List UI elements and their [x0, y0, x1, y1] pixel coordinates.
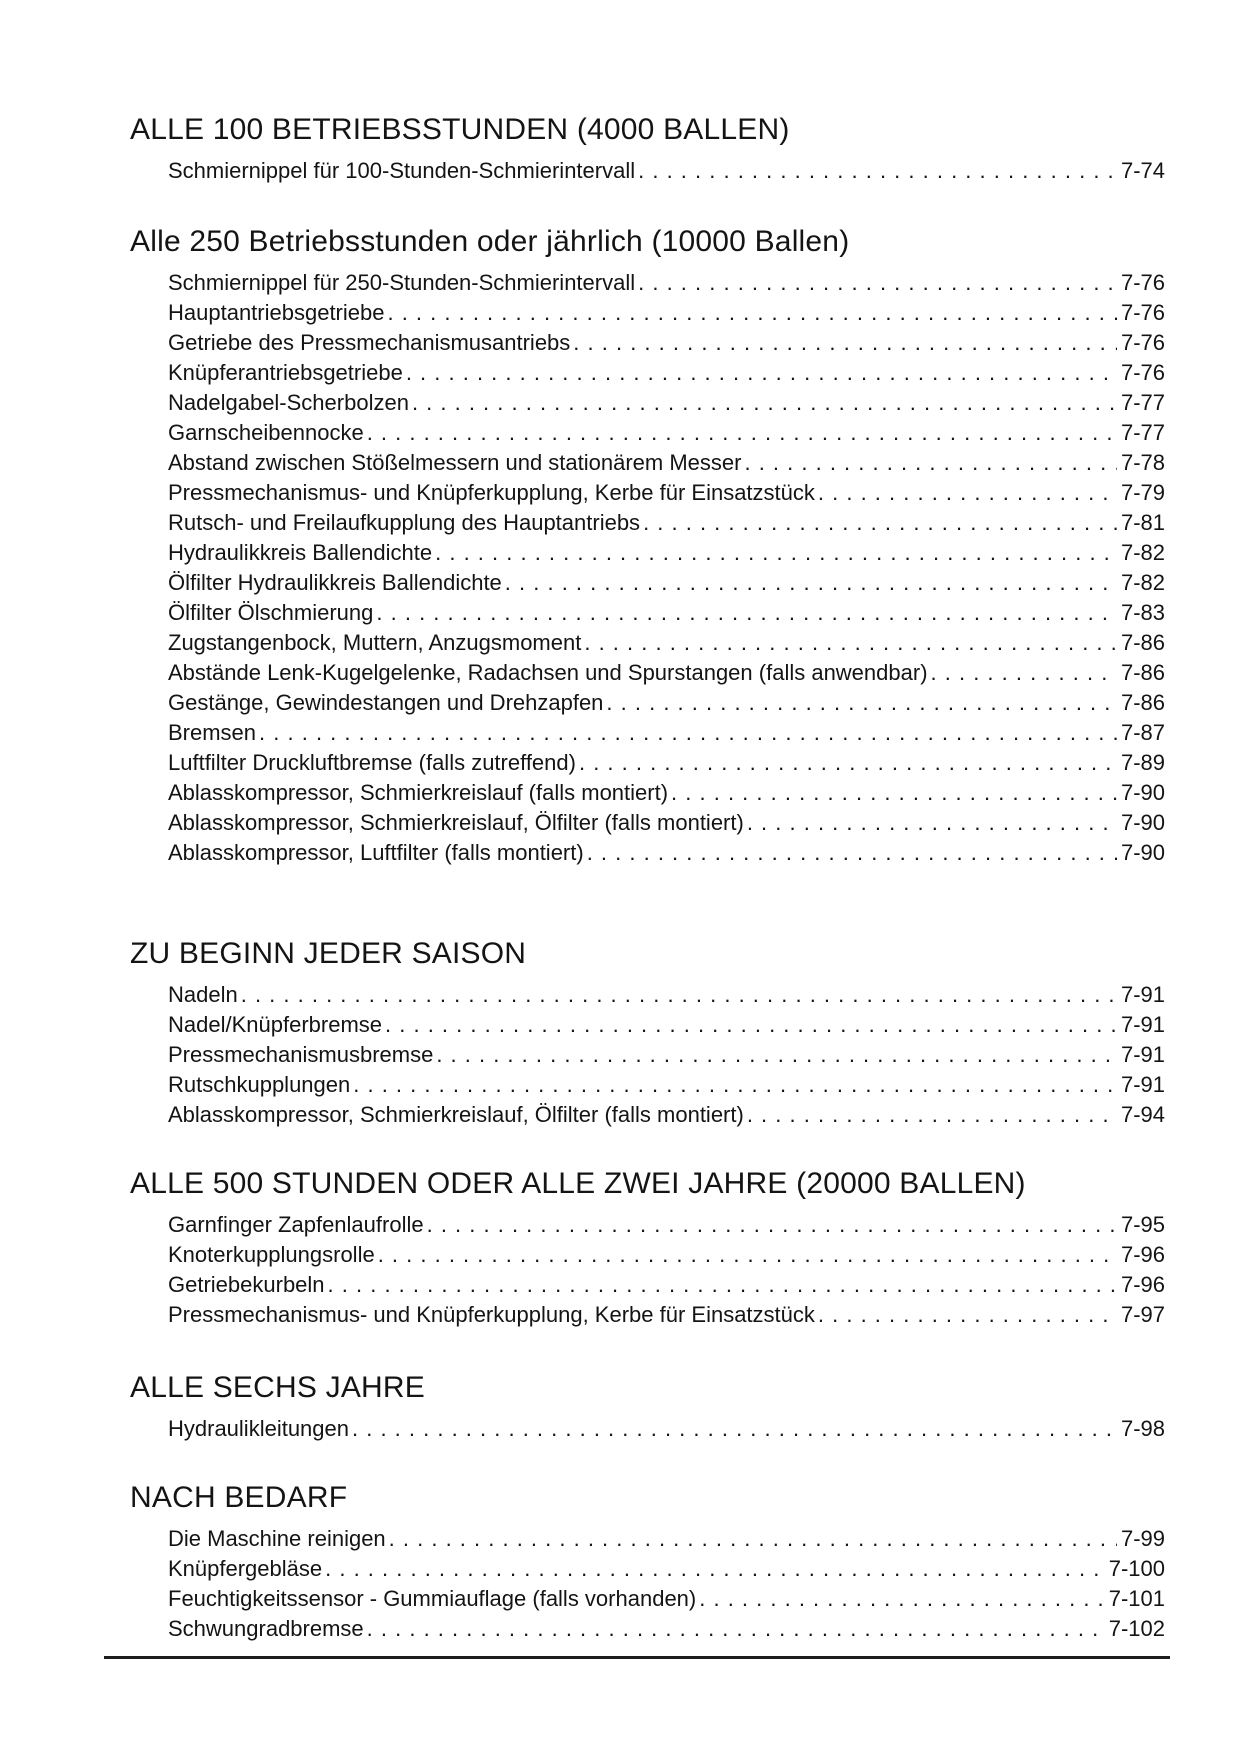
- dot-leader: [389, 1524, 1117, 1554]
- toc-entry-title: Rutschkupplungen: [168, 1072, 351, 1097]
- toc-entry-page-number: 7-86: [1120, 690, 1165, 715]
- toc-entry-row: [168, 358, 1165, 388]
- dot-leader: [505, 568, 1117, 598]
- toc-entry-row: [168, 718, 1165, 748]
- toc-entry-page-number: 7-89: [1120, 750, 1165, 775]
- dot-leader: [378, 1240, 1117, 1270]
- dot-leader: [367, 418, 1117, 448]
- dot-leader: [671, 778, 1117, 808]
- toc-entry-row: [168, 418, 1165, 448]
- toc-entry-row: [168, 688, 1165, 718]
- dot-leader: [699, 1584, 1104, 1614]
- dot-leader: [353, 1070, 1117, 1100]
- toc-entry-row: [168, 1300, 1165, 1330]
- toc-entry-row: [168, 328, 1165, 358]
- toc-entry-row: [168, 1100, 1165, 1130]
- toc-entry-page-number: 7-82: [1120, 540, 1165, 565]
- toc-entry-page-number: 7-91: [1120, 982, 1165, 1007]
- dot-leader: [584, 628, 1117, 658]
- toc-entry-page-number: 7-86: [1120, 630, 1165, 655]
- toc-entry-title: Bremsen: [168, 720, 257, 745]
- section-heading: ALLE SECHS JAHRE: [130, 1371, 425, 1404]
- dot-leader: [747, 808, 1117, 838]
- toc-entry-title: Rutsch- und Freilaufkupplung des Hauptantriebs: [168, 510, 641, 535]
- toc-entry-title: Luftfilter Druckluftbremse (falls zutreffend): [168, 750, 576, 775]
- toc-entry-page-number: 7-98: [1120, 1416, 1165, 1441]
- toc-entry-page-number: 7-99: [1120, 1526, 1165, 1551]
- toc-entry-page-number: 7-90: [1120, 780, 1165, 805]
- section-heading: ALLE 100 BETRIEBSSTUNDEN (4000 BALLEN): [130, 113, 790, 146]
- section-heading: ZU BEGINN JEDER SAISON: [130, 937, 527, 970]
- dot-leader: [818, 478, 1117, 508]
- toc-entry-title: Schwungradbremse: [168, 1616, 364, 1641]
- section-entries: [130, 1210, 1165, 1330]
- toc-entry-row: [168, 1070, 1165, 1100]
- dot-leader: [638, 156, 1117, 186]
- toc-entry-page-number: 7-76: [1120, 270, 1165, 295]
- dot-leader: [241, 980, 1117, 1010]
- dot-leader: [643, 508, 1117, 538]
- toc-entry-title: Garnfinger Zapfenlaufrolle: [168, 1212, 424, 1237]
- toc-entry-row: [168, 1040, 1165, 1070]
- toc-entry-page-number: 7-97: [1120, 1302, 1165, 1327]
- toc-entry-page-number: 7-76: [1120, 360, 1165, 385]
- toc-entry-row: [168, 1554, 1165, 1584]
- dot-leader: [412, 388, 1117, 418]
- toc-section: [130, 1480, 1165, 1644]
- toc-entry-row: [168, 598, 1165, 628]
- toc-entry-page-number: 7-79: [1120, 480, 1165, 505]
- toc-entry-title: Nadelgabel-Scherbolzen: [168, 390, 409, 415]
- toc-entry-page-number: 7-83: [1120, 600, 1165, 625]
- toc-entry-row: [168, 508, 1165, 538]
- toc-entry-row: [168, 658, 1165, 688]
- toc-entry-page-number: 7-100: [1108, 1556, 1165, 1581]
- toc-entry-row: [168, 1414, 1165, 1444]
- toc-entry-title: Ablasskompressor, Schmierkreislauf, Ölfilter (falls montiert): [168, 810, 744, 835]
- toc-entry-row: [168, 568, 1165, 598]
- toc-entry-title: Hauptantriebsgetriebe: [168, 300, 385, 325]
- toc-entry-page-number: 7-81: [1120, 510, 1165, 535]
- toc-entry-title: Getriebe des Pressmechanismusantriebs: [168, 330, 571, 355]
- dot-leader: [931, 658, 1117, 688]
- toc-entry-row: [168, 808, 1165, 838]
- toc-section: [130, 1166, 1165, 1330]
- toc-entry-page-number: 7-86: [1120, 660, 1165, 685]
- toc-entry-title: Abstände Lenk-Kugelgelenke, Radachsen und Spurstangen (falls anwendbar): [168, 660, 928, 685]
- toc-entry-title: Garnscheibennocke: [168, 420, 364, 445]
- toc-entry-row: [168, 1584, 1165, 1614]
- toc-entry-title: Pressmechanismusbremse: [168, 1042, 434, 1067]
- toc-entry-row: [168, 156, 1165, 186]
- toc-entry-page-number: 7-96: [1120, 1242, 1165, 1267]
- toc-entry-row: [168, 388, 1165, 418]
- toc-entry-title: Ablasskompressor, Schmierkreislauf (falls montiert): [168, 780, 669, 805]
- dot-leader: [744, 448, 1116, 478]
- toc-entry-title: Ablasskompressor, Schmierkreislauf, Ölfilter (falls montiert): [168, 1102, 744, 1127]
- dot-leader: [406, 358, 1117, 388]
- section-entries: [130, 1414, 1165, 1444]
- toc-entry-title: Gestänge, Gewindestangen und Drehzapfen: [168, 690, 604, 715]
- toc-entry-page-number: 7-91: [1120, 1072, 1165, 1097]
- toc-entry-row: [168, 448, 1165, 478]
- toc-entry-row: [168, 1240, 1165, 1270]
- toc-section: [130, 1370, 1165, 1444]
- section-entries: [130, 156, 1165, 186]
- section-entries: [130, 268, 1165, 868]
- toc-entry-page-number: 7-96: [1120, 1272, 1165, 1297]
- dot-leader: [638, 268, 1117, 298]
- section-entries: [130, 1524, 1165, 1644]
- toc-section: [130, 936, 1165, 1130]
- toc-entry-title: Ölfilter Hydraulikkreis Ballendichte: [168, 570, 502, 595]
- toc-entry-page-number: 7-76: [1120, 330, 1165, 355]
- dot-leader: [747, 1100, 1117, 1130]
- toc-entry-title: Zugstangenbock, Muttern, Anzugsmoment: [168, 630, 582, 655]
- toc-entry-row: [168, 538, 1165, 568]
- section-heading: Alle 250 Betriebsstunden oder jährlich (10000 Ballen): [130, 225, 850, 258]
- toc-entry-title: Ölfilter Ölschmierung: [168, 600, 374, 625]
- footer-rule: [104, 1656, 1170, 1659]
- section-heading: NACH BEDARF: [130, 1481, 348, 1514]
- toc-entry-title: Ablasskompressor, Luftfilter (falls montiert): [168, 840, 584, 865]
- toc-entry-row: [168, 778, 1165, 808]
- section-entries: [130, 980, 1165, 1130]
- toc-entry-row: [168, 1210, 1165, 1240]
- dot-leader: [367, 1614, 1105, 1644]
- toc-entry-row: [168, 1010, 1165, 1040]
- toc-entry-title: Knoterkupplungsrolle: [168, 1242, 375, 1267]
- dot-leader: [387, 298, 1116, 328]
- dot-leader: [573, 328, 1117, 358]
- toc-entry-row: [168, 748, 1165, 778]
- toc-entry-page-number: 7-101: [1108, 1586, 1165, 1611]
- toc-entry-row: [168, 1524, 1165, 1554]
- toc-entry-page-number: 7-90: [1120, 840, 1165, 865]
- dot-leader: [587, 838, 1117, 868]
- toc-entry-title: Feuchtigkeitssensor - Gummiauflage (falls vorhanden): [168, 1586, 697, 1611]
- dot-leader: [325, 1554, 1105, 1584]
- toc-entry-row: [168, 838, 1165, 868]
- toc-entry-page-number: 7-77: [1120, 420, 1165, 445]
- toc-entry-page-number: 7-102: [1108, 1616, 1165, 1641]
- toc-entry-row: [168, 1270, 1165, 1300]
- dot-leader: [352, 1414, 1117, 1444]
- toc-entry-page-number: 7-74: [1120, 158, 1165, 183]
- dot-leader: [385, 1010, 1117, 1040]
- toc-list: [130, 112, 1165, 1644]
- toc-entry-title: Nadel/Knüpferbremse: [168, 1012, 383, 1037]
- toc-entry-page-number: 7-94: [1120, 1102, 1165, 1127]
- toc-entry-title: Hydraulikleitungen: [168, 1416, 349, 1441]
- toc-entry-page-number: 7-90: [1120, 810, 1165, 835]
- toc-entry-row: [168, 1614, 1165, 1644]
- toc-entry-title: Hydraulikkreis Ballendichte: [168, 540, 433, 565]
- toc-section: [130, 224, 1165, 868]
- toc-entry-title: Getriebekurbeln: [168, 1272, 325, 1297]
- toc-entry-title: Die Maschine reinigen: [168, 1526, 386, 1551]
- toc-entry-row: [168, 478, 1165, 508]
- toc-entry-page-number: 7-77: [1120, 390, 1165, 415]
- toc-entry-row: [168, 628, 1165, 658]
- toc-entry-page-number: 7-91: [1120, 1042, 1165, 1067]
- toc-entry-title: Knüpferantriebsgetriebe: [168, 360, 403, 385]
- section-heading: ALLE 500 STUNDEN ODER ALLE ZWEI JAHRE (20000 BALLEN): [130, 1167, 1026, 1200]
- toc-entry-page-number: 7-76: [1120, 300, 1165, 325]
- toc-section: [130, 112, 1165, 186]
- toc-entry-page-number: 7-82: [1120, 570, 1165, 595]
- toc-entry-row: [168, 298, 1165, 328]
- toc-entry-page-number: 7-91: [1120, 1012, 1165, 1037]
- toc-entry-row: [168, 980, 1165, 1010]
- dot-leader: [427, 1210, 1117, 1240]
- toc-entry-title: Pressmechanismus- und Knüpferkupplung, Kerbe für Einsatzstück: [168, 1302, 815, 1327]
- toc-entry-title: Knüpfergebläse: [168, 1556, 323, 1581]
- toc-entry-title: Nadeln: [168, 982, 238, 1007]
- toc-entry-page-number: 7-95: [1120, 1212, 1165, 1237]
- toc-entry-title: Pressmechanismus- und Knüpferkupplung, Kerbe für Einsatzstück: [168, 480, 815, 505]
- dot-leader: [328, 1270, 1117, 1300]
- toc-entry-page-number: 7-87: [1120, 720, 1165, 745]
- toc-entry-page-number: 7-78: [1120, 450, 1165, 475]
- dot-leader: [435, 538, 1117, 568]
- toc-entry-row: [168, 268, 1165, 298]
- dot-leader: [259, 718, 1117, 748]
- dot-leader: [436, 1040, 1117, 1070]
- dot-leader: [818, 1300, 1117, 1330]
- dot-leader: [376, 598, 1117, 628]
- toc-entry-title: Abstand zwischen Stößelmessern und stationärem Messer: [168, 450, 742, 475]
- toc-entry-title: Schmiernippel für 100-Stunden-Schmierintervall: [168, 158, 636, 183]
- toc-entry-title: Schmiernippel für 250-Stunden-Schmierintervall: [168, 270, 636, 295]
- dot-leader: [606, 688, 1117, 718]
- dot-leader: [579, 748, 1117, 778]
